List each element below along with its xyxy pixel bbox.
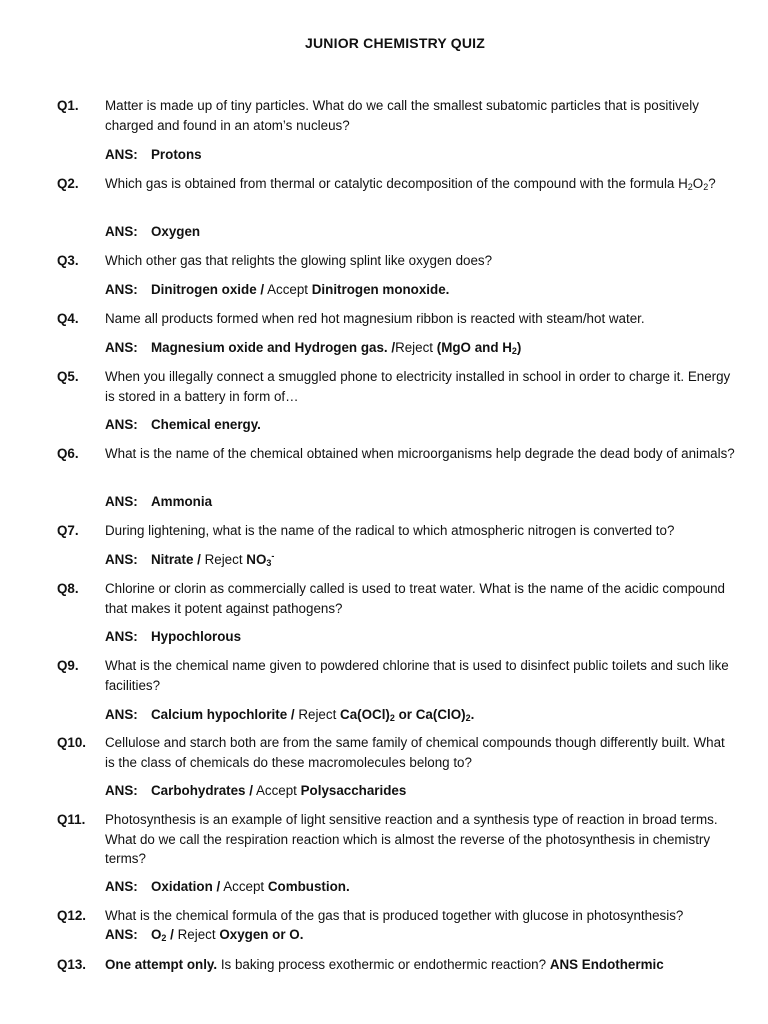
question-text: What is the name of the chemical obtained when microorganisms help degrade the dead body of animals?	[105, 446, 735, 461]
question-text: When you illegally connect a smuggled phone to electricity installed in school in order to charge it. Energy is stored in a battery in form of…	[105, 369, 731, 404]
page-title: JUNIOR CHEMISTRY QUIZ	[305, 35, 485, 51]
answer-line	[105, 877, 350, 897]
question-text: Which other gas that relights the glowing splint like oxygen does?	[105, 253, 493, 268]
question-text: Chlorine or clorin as commercially called is used to treat water. What is the name of the acidic compound that makes it potent against pathogens?	[105, 581, 725, 616]
answer-line	[105, 492, 212, 512]
question-number: Q10.	[57, 735, 87, 750]
answer-alt: Oxygen or O.	[219, 927, 304, 942]
answer-line	[105, 627, 241, 647]
question-number: Q6.	[57, 446, 79, 461]
question-text: Matter is made up of tiny particles. What do we call the smallest subatomic particles that is positively charged and found in an atom’s nucleus?	[105, 98, 699, 133]
question-text: Photosynthesis is an example of light sensitive reaction and a synthesis type of reaction in broad terms. What do we call the respiration reaction which is almost the reverse of the photosynthesis in chemistry terms?	[105, 812, 718, 866]
answer-text: Chemical energy.	[151, 417, 261, 432]
question-number: Q11.	[57, 812, 86, 827]
answer-text: Dinitrogen oxide /	[151, 282, 265, 297]
answer-text: Oxygen	[151, 224, 201, 239]
answer-line	[105, 550, 274, 570]
answer-line	[105, 705, 474, 725]
answer-text: Oxidation /	[151, 879, 221, 894]
answer-line	[105, 415, 261, 435]
question-number: Q8.	[57, 581, 79, 596]
question-text: One attempt only. Is baking process exothermic or endothermic reaction? ANS Endothermic	[105, 957, 664, 972]
answer-text: Ammonia	[151, 494, 213, 509]
question-number: Q9.	[57, 658, 79, 673]
answer-label: ANS:	[105, 629, 138, 644]
answer-note: Reject	[298, 707, 337, 722]
answer-text: Hypochlorous	[151, 629, 242, 644]
question-number: Q7.	[57, 523, 79, 538]
question-text: During lightening, what is the name of the radical to which atmospheric nitrogen is converted to?	[105, 523, 675, 538]
answer-alt: $NO_3^-$	[246, 551, 275, 568]
question-text: Cellulose and starch both are from the same family of chemical compounds though differently built. What is the class of chemicals do these macromolecules belong to?	[105, 735, 725, 770]
answer-alt: (MgO and $H_2$)	[436, 340, 522, 356]
question-number: Q2.	[57, 176, 79, 191]
answer-line	[105, 145, 202, 165]
answer-text: Nitrate /	[151, 552, 201, 567]
answer-alt: $Ca(OCl)_2$ or $Ca(ClO)_2$.	[340, 707, 475, 723]
answer-alt: Dinitrogen monoxide.	[311, 282, 450, 297]
question-text: Which gas is obtained from thermal or catalytic decomposition of the compound with the formula $H_2O_2$?	[105, 176, 716, 192]
answer-label: ANS:	[105, 552, 138, 567]
answer-note: Reject	[177, 927, 216, 942]
answer-label: ANS:	[105, 224, 138, 239]
question-number: Q13.	[57, 957, 87, 972]
question-number: Q5.	[57, 369, 79, 384]
answer-label: ANS:	[105, 340, 138, 355]
question-number: Q12.	[57, 908, 87, 923]
answer-label: ANS:	[105, 147, 138, 162]
question-text: What is the chemical formula of the gas that is produced together with glucose in photosynthesis?	[105, 908, 684, 923]
answer-line	[105, 781, 406, 801]
answer-text: Carbohydrates /	[151, 783, 253, 798]
question-text: Name all products formed when red hot magnesium ribbon is reacted with steam/hot water.	[105, 311, 645, 326]
answer-text: Calcium hypochlorite /	[151, 707, 295, 722]
answer-alt: Combustion.	[267, 879, 350, 894]
answer-note: Reject	[395, 340, 434, 355]
question-lead: One attempt only.	[105, 957, 218, 972]
answer-line	[105, 222, 200, 242]
answer-line	[105, 280, 449, 300]
answer-note: Accept	[255, 783, 297, 798]
question-number: Q4.	[57, 311, 79, 326]
answer-alt: Polysaccharides	[300, 783, 407, 798]
question-number: Q3.	[57, 253, 79, 268]
answer-text: Magnesium oxide and Hydrogen gas. /	[151, 340, 396, 355]
answer-label: ANS:	[105, 707, 138, 722]
answer-inline: ANS Endothermic	[549, 957, 664, 972]
answer-label: ANS:	[105, 879, 138, 894]
answer-line	[105, 925, 303, 945]
answer-note: Reject	[204, 552, 243, 567]
answer-text: $O_2$ /	[151, 927, 174, 943]
answer-line	[105, 338, 521, 358]
answer-label: ANS:	[105, 494, 138, 509]
answer-text: Protons	[151, 147, 202, 162]
answer-label: ANS:	[105, 417, 138, 432]
answer-note: Accept	[223, 879, 265, 894]
question-number: Q1.	[57, 98, 79, 113]
question-text: What is the chemical name given to powdered chlorine that is used to disinfect public toilets and such like facilities?	[105, 658, 729, 693]
answer-label: ANS:	[105, 282, 138, 297]
answer-label: ANS:	[105, 783, 138, 798]
answer-label: ANS:	[105, 927, 138, 942]
answer-note: Accept	[267, 282, 309, 297]
